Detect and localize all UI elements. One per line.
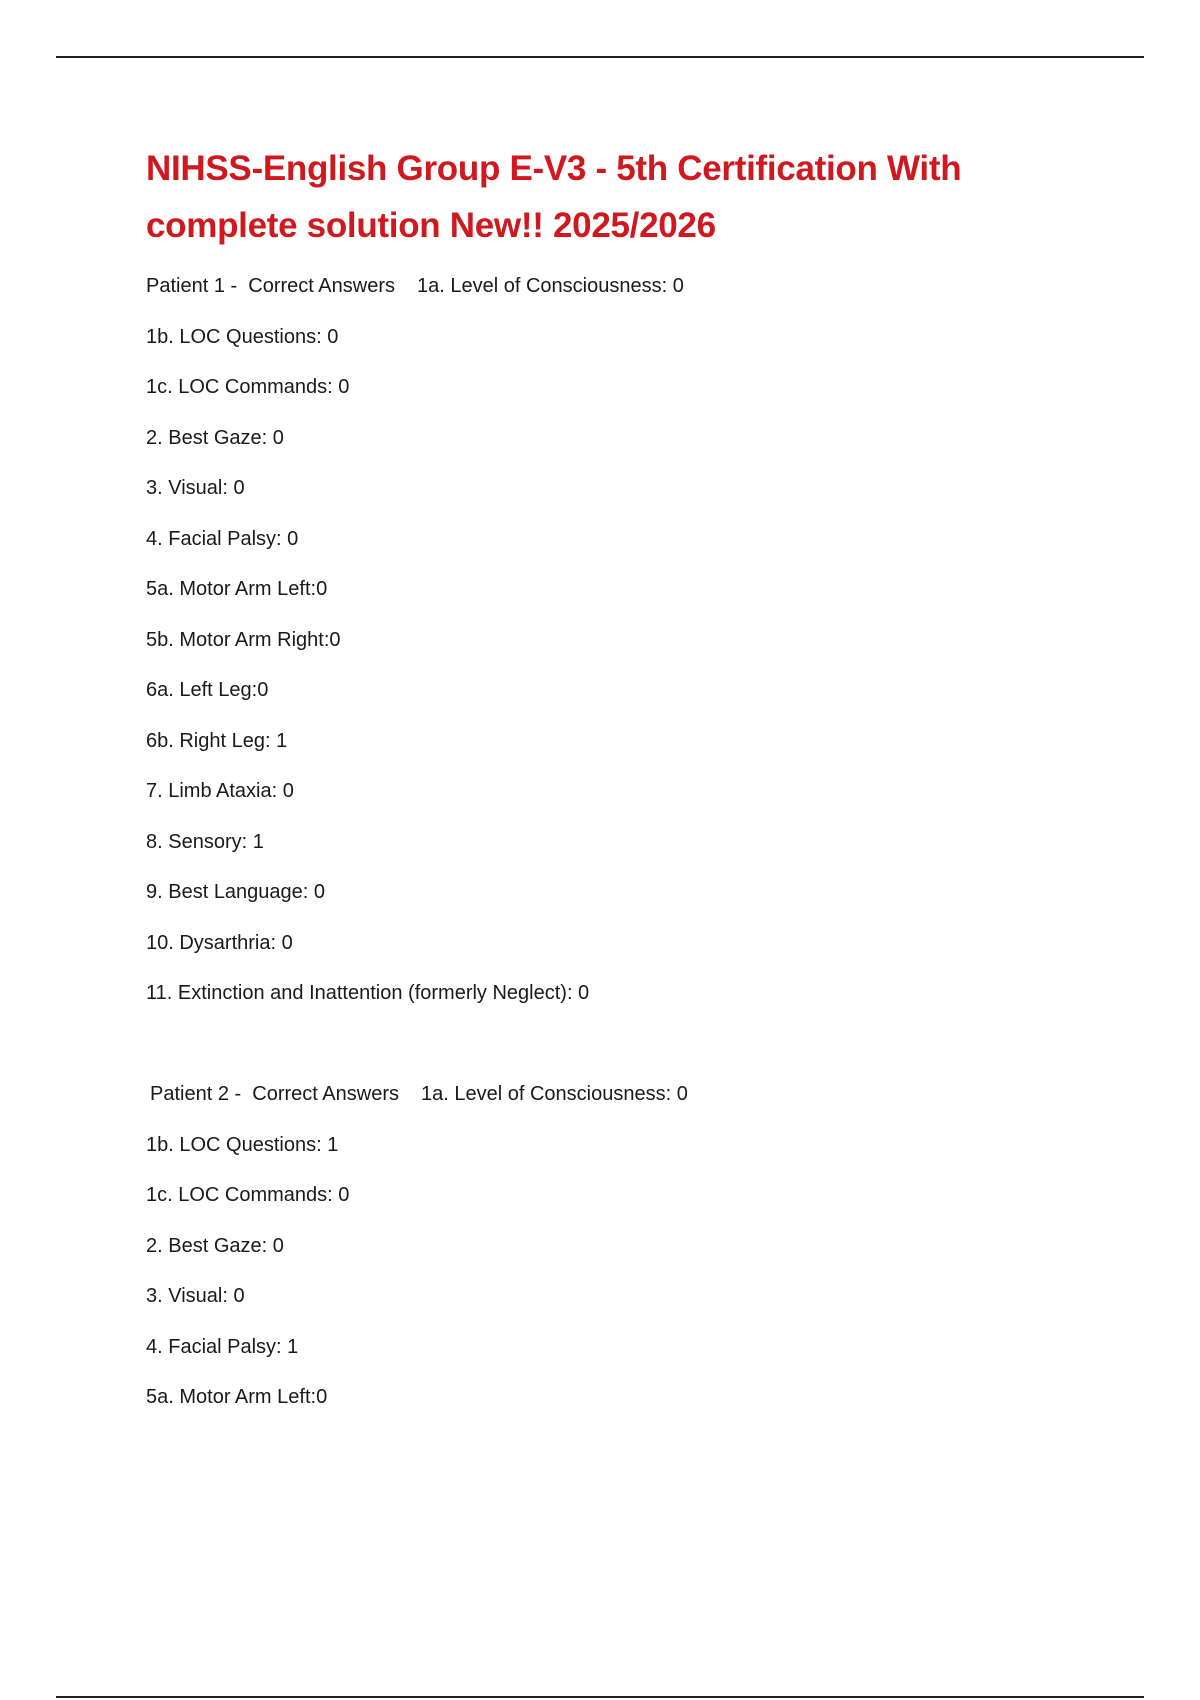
patient-2-item: 2. Best Gaze: 0 (146, 1234, 284, 1257)
patient-1-item: 9. Best Language: 0 (146, 881, 326, 903)
patient-1-item: 6b. Right Leg: 1 (146, 729, 288, 752)
patient-1-item: 2. Best Gaze: 0 (146, 426, 284, 449)
patient-1-item: 10. Dysarthria: 0 (146, 931, 293, 954)
patient-2-item: 1b. LOC Questions: 1 (146, 1133, 339, 1156)
bottom-rule (56, 1696, 1144, 1698)
patient-1-section (146, 274, 1106, 1005)
patient-2-label: Patient 2 - Correct Answers (150, 1083, 399, 1105)
patient-2-item: 1c. LOC Commands: 0 (146, 1184, 350, 1206)
top-rule (56, 56, 1144, 58)
patient-2-item: 5a. Motor Arm Left:0 (146, 1386, 328, 1408)
patient-1-header (146, 274, 1106, 298)
patient-2-item: 4. Facial Palsy: 1 (146, 1335, 299, 1358)
patient-2-section (146, 1082, 1106, 1409)
patient-1-item: 3. Visual: 0 (146, 477, 245, 499)
patient-1-item: 11. Extinction and Inattention (formerly Neglect): 0 (146, 982, 590, 1004)
patient-1-item: 6a. Left Leg:0 (146, 679, 269, 701)
patient-1-first-item: 1a. Level of Consciousness: 0 (416, 275, 684, 297)
document-title: NIHSS-English Group E-V3 - 5th Certification With complete solution New!! 2025/2026 (146, 149, 962, 245)
patient-1-label: Patient 1 - Correct Answers (146, 275, 395, 297)
patient-1-item: 5b. Motor Arm Right:0 (146, 628, 341, 651)
patient-2-item: 3. Visual: 0 (146, 1285, 245, 1307)
patient-2-header (146, 1082, 1106, 1106)
document-body (146, 140, 1106, 1409)
patient-1-item: 8. Sensory: 1 (146, 830, 264, 853)
patient-2-first-item: 1a. Level of Consciousness: 0 (420, 1083, 688, 1105)
patient-1-item: 5a. Motor Arm Left:0 (146, 578, 328, 600)
patient-1-item: 1c. LOC Commands: 0 (146, 376, 350, 398)
patient-1-item: 7. Limb Ataxia: 0 (146, 780, 294, 802)
patient-1-item: 1b. LOC Questions: 0 (146, 325, 339, 348)
patient-1-item: 4. Facial Palsy: 0 (146, 527, 299, 550)
